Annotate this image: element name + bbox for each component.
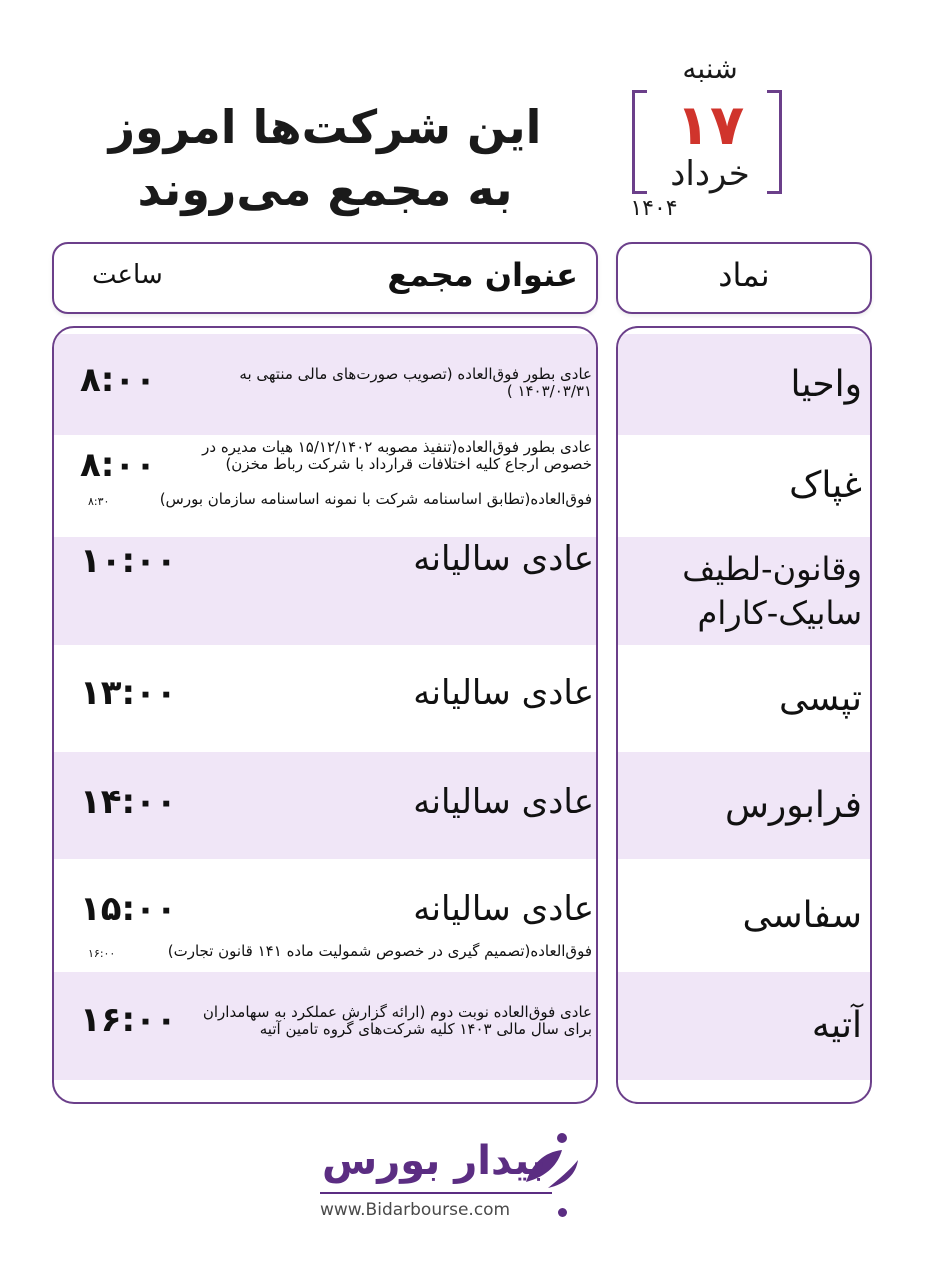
symbol-cell bbox=[618, 537, 862, 645]
title-line-2: به مجمع می‌روند bbox=[137, 162, 513, 216]
table-row bbox=[54, 334, 596, 435]
meeting-description: عادی سالیانه bbox=[413, 539, 594, 579]
symbol-row bbox=[618, 645, 870, 752]
meeting-extra-description: فوق‌العاده(تطابق اساسنامه شرکت با نمونه اساسنامه سازمان بورس) bbox=[159, 490, 592, 508]
column-header-meeting-title: عنوان مجمع bbox=[387, 256, 578, 294]
symbol-row bbox=[618, 537, 870, 645]
date-weekday: شنبه bbox=[682, 52, 738, 85]
table-row bbox=[54, 645, 596, 752]
symbol-row bbox=[618, 859, 870, 972]
meeting-time: ۱۰:۰۰ bbox=[80, 541, 177, 581]
meeting-description: عادی سالیانه bbox=[413, 673, 594, 713]
meeting-extra-time: ۸:۳۰ bbox=[88, 495, 110, 508]
meeting-description: عادی فوق‌العاده نوبت دوم (ارائه گزارش عملکرد به سهامداران برای سال مالی ۱۴۰۳ کلیه شرکت‌های گروه تامین آتیه bbox=[202, 1003, 592, 1038]
symbol-text: تپسی bbox=[778, 677, 862, 719]
bracket-right-icon bbox=[767, 90, 782, 194]
page-title bbox=[100, 96, 550, 220]
symbol-row bbox=[618, 972, 870, 1080]
table-row bbox=[54, 435, 596, 537]
column-header-time: ساعت bbox=[92, 260, 163, 290]
meeting-time: ۱۵:۰۰ bbox=[80, 889, 177, 929]
brand-name: بیدار بورس bbox=[322, 1138, 546, 1184]
bracket-left-icon bbox=[632, 90, 647, 194]
meeting-time: ۸:۰۰ bbox=[80, 360, 156, 400]
symbol-text: وقانون-لطیف سابیک-کارام bbox=[682, 550, 862, 632]
meeting-time: ۸:۰۰ bbox=[80, 445, 156, 485]
meeting-description: عادی سالیانه bbox=[413, 782, 594, 822]
brand-underline bbox=[320, 1192, 552, 1194]
meetings-panel bbox=[52, 326, 598, 1104]
title-line-1: این شرکت‌ها امروز bbox=[108, 100, 542, 154]
date-day: ۱۷ bbox=[675, 93, 745, 158]
meeting-extra-time: ۱۶:۰۰ bbox=[88, 947, 116, 960]
symbol-text: غپاک bbox=[789, 465, 862, 506]
table-row bbox=[54, 537, 596, 645]
meeting-description: عادی سالیانه bbox=[413, 889, 594, 929]
table-row bbox=[54, 972, 596, 1080]
symbol-cell bbox=[618, 859, 862, 972]
meeting-time: ۱۳:۰۰ bbox=[80, 673, 177, 713]
symbol-text: واحیا bbox=[790, 363, 862, 405]
symbols-panel bbox=[616, 326, 872, 1104]
symbol-row bbox=[618, 435, 870, 537]
symbol-row bbox=[618, 752, 870, 859]
meeting-time: ۱۴:۰۰ bbox=[80, 782, 177, 822]
column-header-symbol: نماد bbox=[718, 256, 770, 294]
symbol-cell bbox=[618, 645, 862, 752]
table-row bbox=[54, 859, 596, 972]
symbol-row bbox=[618, 334, 870, 435]
header-symbol-box bbox=[616, 242, 872, 314]
symbol-cell bbox=[618, 435, 862, 537]
symbol-text: فرابورس bbox=[724, 784, 862, 826]
symbol-cell bbox=[618, 972, 862, 1080]
brand-dot-icon bbox=[558, 1208, 567, 1217]
symbol-text: آتیه bbox=[811, 1005, 862, 1046]
symbol-text: سفاسی bbox=[742, 894, 862, 936]
header-meeting-box bbox=[52, 242, 598, 314]
brand-logo bbox=[318, 1130, 588, 1230]
brand-url[interactable]: www.Bidarbourse.com bbox=[320, 1200, 511, 1220]
meeting-description: عادی بطور فوق‌العاده(تنفیذ مصوبه ۱۵/۱۲/۱۴۰۲ هیات مدیره در خصوص ارجاع کلیه اختلافات قرارداد با شرکت رباط مخزن) bbox=[202, 438, 592, 473]
symbol-cell bbox=[618, 334, 862, 435]
meeting-extra-description: فوق‌العاده(تصمیم گیری در خصوص شمولیت ماده ۱۴۱ قانون تجارت) bbox=[167, 942, 592, 960]
table-row bbox=[54, 752, 596, 859]
meeting-description: عادی بطور فوق‌العاده (تصویب صورت‌های مالی منتهی به ۱۴۰۳/۰۳/۳۱ ) bbox=[239, 365, 592, 400]
date-year: ۱۴۰۴ bbox=[630, 196, 678, 221]
symbol-cell bbox=[618, 752, 862, 859]
date-month: خرداد bbox=[670, 154, 750, 194]
meeting-time: ۱۶:۰۰ bbox=[80, 1000, 177, 1040]
